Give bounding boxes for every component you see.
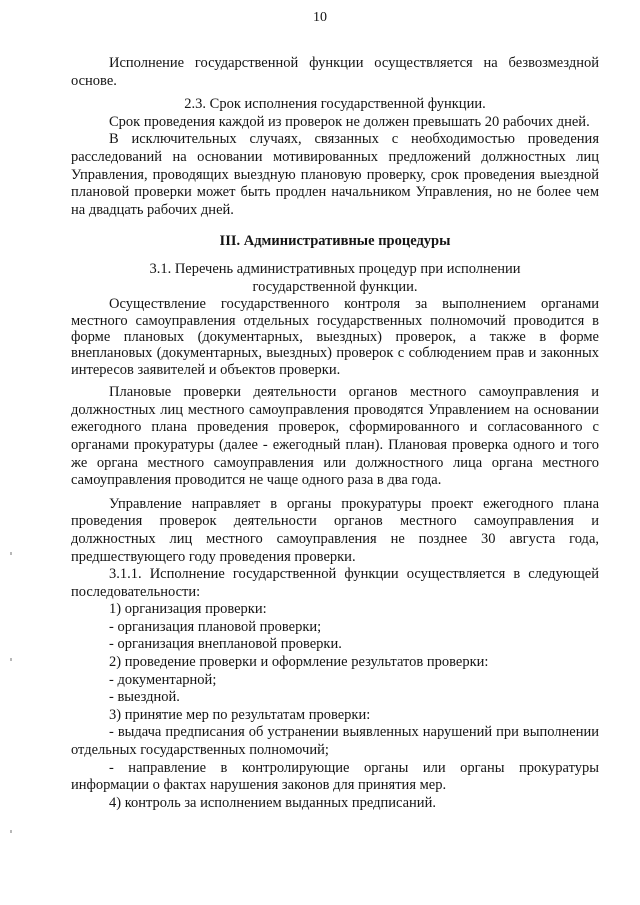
list-item: 3) принятие мер по результатам проверки: xyxy=(109,706,371,723)
scan-speck xyxy=(10,658,12,661)
page-number: 10 xyxy=(313,10,327,25)
list-item: - направление в контролирующие органы или органы прокуратуры информации о фактах нарушения законов для принятия мер. xyxy=(71,759,599,794)
paragraph: Плановые проверки деятельности органов местного самоуправления и должностных лиц местного самоуправления проводятся Управлением на основании ежегодного плана проведения проверок, сформированного и согласованного с органами прокуратуры (далее - ежегодный план). Плановая проверка одного и того же органа местного самоуправления или должностного лица органа местного самоуправления проводится не чаще одного раза в два года. xyxy=(71,384,599,489)
list-item: 4) контроль за исполнением выданных предписаний. xyxy=(109,794,436,811)
list-item: - организация внеплановой проверки. xyxy=(109,636,342,653)
paragraph: Управление направляет в органы прокуратуры проект ежегодного плана проведения проверок деятельности органов местного самоуправления и должностных лиц местного самоуправления не позднее 30 августа года, предшествующего году проведения проверки. xyxy=(71,495,599,565)
document-body xyxy=(71,55,599,812)
section-heading-2-3: 2.3. Срок исполнения государственной функции. xyxy=(184,96,486,113)
list-item: - выдача предписания об устранении выявленных нарушений при выполнении отдельных государственных полномочий; xyxy=(71,724,599,759)
paragraph-3-1-1: 3.1.1. Исполнение государственной функции осуществляется в следующей последовательности: xyxy=(71,566,599,600)
section-heading-3-1-line1: 3.1. Перечень административных процедур при исполнении xyxy=(149,260,521,277)
paragraph: Осуществление государственного контроля за выполнением органами местного самоуправления отдельных государственных полномочий проводится в форме плановых (документарных, выездных) проверок, а также в форме внеплановых (документарных, выездных) проверок с соблюдением прав и законных интересов заявителей и объектов проверки. xyxy=(71,296,599,378)
list-item: 2) проведение проверки и оформление результатов проверки: xyxy=(109,654,489,671)
paragraph: Срок проведения каждой из проверок не должен превышать 20 рабочих дней. xyxy=(109,113,590,130)
section-heading-3-1-line2: государственной функции. xyxy=(252,278,418,295)
scan-speck xyxy=(10,830,12,833)
list-item: 1) организация проверки: xyxy=(109,601,267,618)
scan-speck xyxy=(10,552,12,555)
paragraph: В исключительных случаях, связанных с необходимостью проведения расследований на основании мотивированных предложений должностных лиц Управления, проводящих выездную плановую проверку, срок проведения выездной плановой проверки может быть продлен начальником Управления, но не более чем на двадцать рабочих дней. xyxy=(71,131,599,218)
list-item: - организация плановой проверки; xyxy=(109,618,322,635)
list-item: - документарной; xyxy=(109,671,217,688)
paragraph: Исполнение государственной функции осуществляется на безвозмездной основе. xyxy=(71,55,599,89)
chapter-heading: III. Административные процедуры xyxy=(219,233,451,250)
list-item: - выездной. xyxy=(109,689,180,706)
